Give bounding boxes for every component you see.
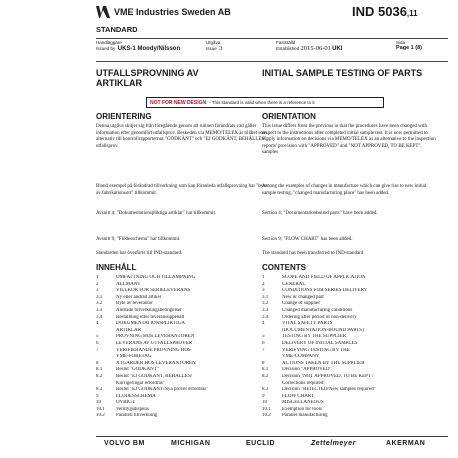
toc-entry xyxy=(262,354,437,361)
toc-entry-number: 8.1 xyxy=(262,367,269,373)
sv-paragraph-2: Bland exempel på förändrad tillverkning som kan föranleda utfallsprovning har "byte av fabrikationsort" tillkommit. xyxy=(96,184,267,196)
toc-entry-number: 3.4 xyxy=(96,314,103,320)
heading-orientation: ORIENTATION xyxy=(262,112,316,121)
toc-entry xyxy=(262,407,437,414)
toc-swedish xyxy=(96,275,271,420)
established-signature: UKI xyxy=(332,45,343,52)
toc-entry-number: 7 xyxy=(262,347,265,353)
sv-paragraph-1: Denna utgåva skiljer sig från föregående genom att rutinen förändrats vad gäller information efter genomfört utfallsprov. Beskeden via MEMO/TELEX är tillåtet som alternativ till kontrollrapporternas "GODKÄNT" och "EJ GODKÄNT, BEHÅLLES", utfallsprov. xyxy=(96,124,268,149)
toc-entry xyxy=(96,301,271,308)
toc-entry xyxy=(262,348,437,355)
toc-entry-text: DOKUMENTATIONSPLIKTIGA xyxy=(116,321,186,327)
heading-orientering: ORIENTERING xyxy=(96,112,152,121)
toc-entry-text: Decision "APPROVED" xyxy=(282,367,332,373)
toc-entry-number: 10 xyxy=(96,400,101,406)
toc-entry-text: Exemption for tools xyxy=(282,406,322,412)
toc-entry-number: 8.2 xyxy=(262,373,269,379)
established-date: 2015-06-01 xyxy=(300,44,331,52)
toc-entry-number: 5 xyxy=(96,334,99,340)
toc-entry xyxy=(96,381,271,388)
toc-entry-text: FLOW CHART xyxy=(282,393,314,399)
toc-entry-number: 6 xyxy=(96,340,99,346)
issue-cell xyxy=(206,40,223,51)
toc-entry-number: 2 xyxy=(262,281,265,287)
toc-entry xyxy=(96,361,271,368)
brand-logo: Zettelmeyer xyxy=(311,440,356,447)
en-paragraph-5: The standard has been transferred to IND-standard xyxy=(262,251,364,256)
toc-entry-text: Parallel manufacturing xyxy=(282,413,328,419)
toc-entry-text: Decision "REJECTED/New samples required" xyxy=(282,387,376,393)
toc-entry-number: 1 xyxy=(96,275,99,280)
toc-entry-number: 8.3 xyxy=(262,387,269,393)
toc-entry-number: 10.1 xyxy=(96,406,105,412)
toc-entry xyxy=(262,413,437,420)
issued-by-line xyxy=(96,46,180,53)
toc-entry-text: Beslut "EJ GODKÄNT/Nya prover erfordras" xyxy=(116,387,209,393)
toc-entry-text: OMFATTNING OCH TILLÄMPNING xyxy=(116,275,196,280)
sida-label: Sida xyxy=(396,40,406,45)
toc-entry xyxy=(262,387,437,394)
en-paragraph-2: Among the examples of changes in manufacture which can give rise to new initial sample testing, "changed manufacturing place" has been added. xyxy=(262,184,427,196)
issue-value: 3 xyxy=(219,44,223,52)
toc-entry-text: SCOPE AND FIELD OF APPLICATION xyxy=(282,275,366,280)
notice-box xyxy=(146,97,384,108)
toc-entry-text: Parallell tillverkning xyxy=(116,413,158,419)
title-swedish: UTFALLSPROVNING AV ARTIKLAR xyxy=(96,68,199,88)
page-number: Page 1 (8) xyxy=(396,44,422,51)
toc-entry xyxy=(96,321,271,328)
toc-entry-text: MISCELLANEOUS xyxy=(282,400,324,406)
toc-entry xyxy=(262,288,437,295)
toc-entry-text: FLÖDESSCHEMA xyxy=(116,393,156,399)
toc-entry-number: 6 xyxy=(262,340,265,346)
toc-entry-number: 3 xyxy=(96,288,99,294)
toc-entry-text: Ordering after period of non-delivery xyxy=(282,314,357,320)
toc-entry xyxy=(96,334,271,341)
toc-entry xyxy=(262,394,437,401)
vme-logo-icon xyxy=(96,6,110,18)
toc-entry xyxy=(96,328,271,335)
toc-entry xyxy=(262,381,437,388)
toc-entry-text: VERIFYING TESTING BY THE xyxy=(282,347,350,353)
toc-entry-number: 3.4 xyxy=(262,314,269,320)
toc-entry-text: Changed manufacturing conditions xyxy=(282,307,353,313)
company-name: VME Industries Sweden AB xyxy=(114,7,231,17)
toc-entry xyxy=(96,308,271,315)
toc-entry-text: VILLKOR FÖR SERIELEVERANS xyxy=(116,288,191,294)
toc-entry xyxy=(96,354,271,361)
toc-entry-number: 4 xyxy=(262,321,265,327)
toc-entry-number: 3.1 xyxy=(262,294,269,300)
toc-entry-text: Ny eller ändrad artikel xyxy=(116,294,162,300)
document-type: STANDARD xyxy=(96,25,138,34)
en-paragraph-4: Section 9; "FLOW CHART" has been added. xyxy=(262,237,353,242)
document-number: IND 5036,11 xyxy=(352,4,418,19)
toc-entry-number: 3.2 xyxy=(96,301,103,307)
brand-logo: EUCLID xyxy=(246,440,276,447)
toc-entry-text: Korrigeringar erfordras" xyxy=(116,380,165,386)
toc-entry-text: Decision "NOT APPROVED, TO BE KEPT / xyxy=(282,373,374,379)
en-paragraph-1: This issue differs from the previous in that the procedures have been changed with respect to the instructions after completed initial sample test. It is now permitted to supply information on decisions via MEMO/TELEX as an alternative to the inspection reports' provision with "APPROVED" and "NOT APPROVED, TO BE KEPT", samples xyxy=(262,124,436,156)
header-info-row xyxy=(96,38,448,62)
en-paragraph-3: Section 4; "Documentationbound parts" have been added. xyxy=(262,211,378,216)
toc-entry xyxy=(96,394,271,401)
toc-entry xyxy=(96,288,271,295)
sv-paragraph-5: Standarden har överförts till IND-standard. xyxy=(96,251,183,256)
toc-entry xyxy=(262,341,437,348)
toc-entry xyxy=(262,321,437,328)
toc-entry xyxy=(96,367,271,374)
toc-entry-text: VME-FÖRETAG xyxy=(116,354,152,360)
toc-entry-number: 5 xyxy=(262,334,265,340)
toc-entry-number: 3.1 xyxy=(96,294,103,300)
brand-logo: MICHIGAN xyxy=(171,440,211,447)
toc-entry-text: Corrections required" xyxy=(282,380,326,386)
utgava-label: Utgåva xyxy=(206,40,221,45)
toc-entry-text: GENERAL xyxy=(282,281,306,287)
toc-entry-number: 10.2 xyxy=(262,413,271,419)
toc-entry-text: TESTING BY THE SUPPLIER xyxy=(282,334,347,340)
toc-entry xyxy=(262,361,437,368)
sv-paragraph-4: Avsnitt 9; "Flödesschema" har tillkommit. xyxy=(96,237,181,242)
toc-entry-text: ARTIKLAR xyxy=(116,327,141,333)
toc-entry-number: 2 xyxy=(96,281,99,287)
toc-entry xyxy=(262,400,437,407)
toc-entry xyxy=(262,367,437,374)
toc-entry-number: 8 xyxy=(262,360,265,366)
toc-entry-number: 8.2 xyxy=(96,373,103,379)
established-cell xyxy=(276,40,342,52)
toc-entry-number: 10 xyxy=(262,400,267,406)
toc-english xyxy=(262,275,437,420)
toc-entry xyxy=(96,348,271,355)
toc-entry-text: CONDITIONS FOR SERIES DELIVERY xyxy=(282,288,368,294)
issued-by-label: Issued by xyxy=(96,45,116,51)
toc-entry-text: ALLMÄNT xyxy=(116,281,141,287)
toc-entry-number: 3 xyxy=(262,288,265,294)
toc-entry xyxy=(96,341,271,348)
toc-entry-text: DELIVERY OF INITIAL SAMPLES xyxy=(282,340,358,346)
toc-entry xyxy=(262,315,437,322)
toc-entry-text: Verktygsdispens xyxy=(116,406,149,412)
toc-entry-number: 10.1 xyxy=(262,406,271,412)
established-label: Established xyxy=(276,45,300,51)
toc-entry-text: ÖVRIGT xyxy=(116,400,135,406)
toc-entry-number: 8.3 xyxy=(96,387,103,393)
toc-entry xyxy=(96,413,271,420)
faststalld-label: Fastställd xyxy=(276,40,296,45)
toc-entry xyxy=(96,400,271,407)
toc-entry xyxy=(96,315,271,322)
toc-entry-number: 3.2 xyxy=(262,301,269,307)
toc-entry-text: Beslut "EJ GODKÄNT, BEHÅLLES/ xyxy=(116,373,193,379)
issued-by-cell xyxy=(96,40,180,52)
toc-entry xyxy=(262,275,437,282)
toc-entry xyxy=(262,328,437,335)
not-for-new-design-label: NOT FOR NEW DESIGN xyxy=(150,100,207,106)
toc-entry-text: VITAL SAFETY PARTS xyxy=(282,321,333,327)
toc-entry xyxy=(96,407,271,414)
toc-entry-text: Byte av leverantör xyxy=(116,301,153,307)
toc-entry-text: Beslut "GODKÄNT" xyxy=(116,367,159,373)
issued-by-value: UKS-1 Moody/Nilsson xyxy=(117,45,181,52)
toc-entry-number: 8.1 xyxy=(96,367,103,373)
toc-entry xyxy=(262,374,437,381)
page-cell xyxy=(396,40,422,51)
toc-entry-number: 1 xyxy=(262,275,265,280)
toc-entry-text: (DOCUMENTATION-BOUND PARTS) xyxy=(282,327,364,333)
issue-label: Issue xyxy=(206,45,217,51)
brand-logo: AKERMAN xyxy=(386,440,426,447)
toc-entry xyxy=(262,301,437,308)
toc-entry-text: LEVERANS AV UTFALLSPROVER xyxy=(116,340,193,346)
heading-contents: CONTENTS xyxy=(262,263,306,272)
toc-entry-number: 8 xyxy=(96,360,99,366)
brand-logo: VOLVO BM xyxy=(104,440,145,447)
toc-entry xyxy=(96,295,271,302)
toc-entry-text: Ändrade tillverkningsbetingelser xyxy=(116,307,182,313)
heading-innehall: INNEHÅLL xyxy=(96,263,137,272)
toc-entry-text: VERIFIERANDE PROVNING HOS xyxy=(116,347,191,353)
toc-entry-number: 3.3 xyxy=(262,307,269,313)
toc-entry xyxy=(96,374,271,381)
toc-entry xyxy=(96,282,271,289)
toc-entry-text: ÅTGÄRDER HOS LEVERANTÖREN xyxy=(116,360,196,366)
handlaggare-label: Handläggare xyxy=(96,40,122,45)
toc-entry-text: ACTIONS TAKEN BY THE SUPPLIER xyxy=(282,360,365,366)
title-english: INITIAL SAMPLE TESTING OF PARTS xyxy=(262,68,423,78)
toc-entry-text: Beställning efter leveransuppehåll xyxy=(116,314,185,320)
toc-entry xyxy=(262,308,437,315)
footer-brand-bar xyxy=(96,436,448,451)
toc-entry-text: New or changed part xyxy=(282,294,324,300)
toc-entry-text: VME-COMPANY xyxy=(282,354,320,360)
toc-entry xyxy=(96,275,271,282)
toc-entry-text: PROVNING HOS LEVERANTÖREN xyxy=(116,334,195,340)
toc-entry xyxy=(262,334,437,341)
sv-paragraph-3: Avsnitt 4; "Dokumentationspliktiga artiklar" har tillkommit. xyxy=(96,211,217,216)
toc-entry xyxy=(262,295,437,302)
toc-entry-number: 7 xyxy=(96,347,99,353)
toc-entry xyxy=(262,282,437,289)
toc-entry-number: 9 xyxy=(262,393,265,399)
notice-text: - This standard is valid when there is a reference to it xyxy=(209,100,315,105)
toc-entry-number: 4 xyxy=(96,321,99,327)
toc-entry-number: 10.2 xyxy=(96,413,105,419)
toc-entry-number: 3.3 xyxy=(96,307,103,313)
toc-entry-number: 9 xyxy=(96,393,99,399)
toc-entry xyxy=(96,387,271,394)
toc-entry-text: Change of supplier xyxy=(282,301,321,307)
